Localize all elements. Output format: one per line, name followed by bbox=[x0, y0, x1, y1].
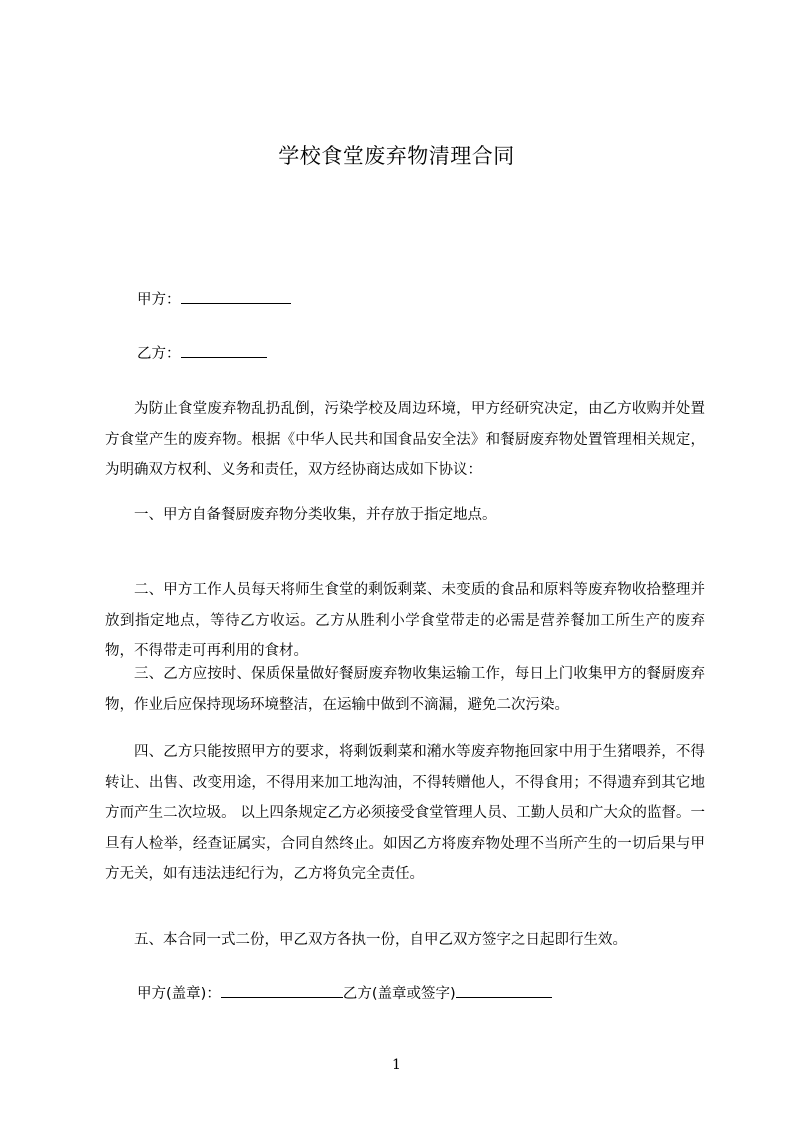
party-a-seal-label: 甲方(盖章)： bbox=[137, 986, 221, 1002]
party-b-blank bbox=[181, 343, 267, 358]
party-a-label: 甲方： bbox=[137, 292, 181, 308]
party-b-seal-label: 乙方(盖章或签字) bbox=[342, 986, 456, 1002]
clause-4: 四、乙方只能按照甲方的要求，将剩饭剩菜和潲水等废弃物拖回家中用于生猪喂养，不得转让、出售、改变用途，不得用来加工地沟油，不得转赠他人，不得食用；不得遗弃到其它地方而产生二次垃圾。 以上四条规定乙方必须接受食堂管理人员、工勤人员和广大众的监督。一旦有人检举，经查证属实，合同自然终止。如因乙方将废弃物处理不当所产生的一切后果与甲方无关，如有违法违纪行为，乙方将负完全责任。 bbox=[105, 744, 705, 882]
clause-2: 二、甲方工作人员每天将师生食堂的剩饭剩菜、未变质的食品和原料等废弃物收拾整理并放到指定地点，等待乙方收运。乙方从胜利小学食堂带走的必需是营养餐加工所生产的废弃物，不得带走可再利用的食材。 bbox=[105, 582, 705, 659]
party-a-seal-blank bbox=[221, 983, 343, 998]
party-b-label: 乙方： bbox=[137, 346, 181, 362]
clause-1: 一、甲方自备餐厨废弃物分类收集，并存放于指定地点。 bbox=[134, 507, 497, 523]
page-number: 1 bbox=[392, 1057, 401, 1073]
intro-paragraph: 为防止食堂废弃物乱扔乱倒，污染学校及周边环境，甲方经研究决定，由乙方收购并处置方食堂产生的废弃物。根据《中华人民共和国食品安全法》和餐厨废弃物处置管理相关规定，为明确双方权利、义务和责任，双方经协商达成如下协议： bbox=[105, 401, 705, 478]
party-b-line bbox=[137, 343, 267, 365]
party-a-line bbox=[137, 289, 291, 311]
party-a-blank bbox=[181, 289, 291, 304]
clause-3: 三、乙方应按时、保质保量做好餐厨废弃物收集运输工作，每日上门收集甲方的餐厨废弃物，作业后应保持现场环境整洁，在运输中做到不滴漏，避免二次污染。 bbox=[105, 666, 705, 713]
document-title: 学校食堂废弃物清理合同 bbox=[278, 144, 515, 168]
clause-5: 五、本合同一式二份，甲乙双方各执一份，自甲乙双方签字之日起即行生效。 bbox=[134, 932, 627, 948]
party-b-seal-blank bbox=[456, 983, 552, 998]
signature-line bbox=[137, 983, 552, 1005]
